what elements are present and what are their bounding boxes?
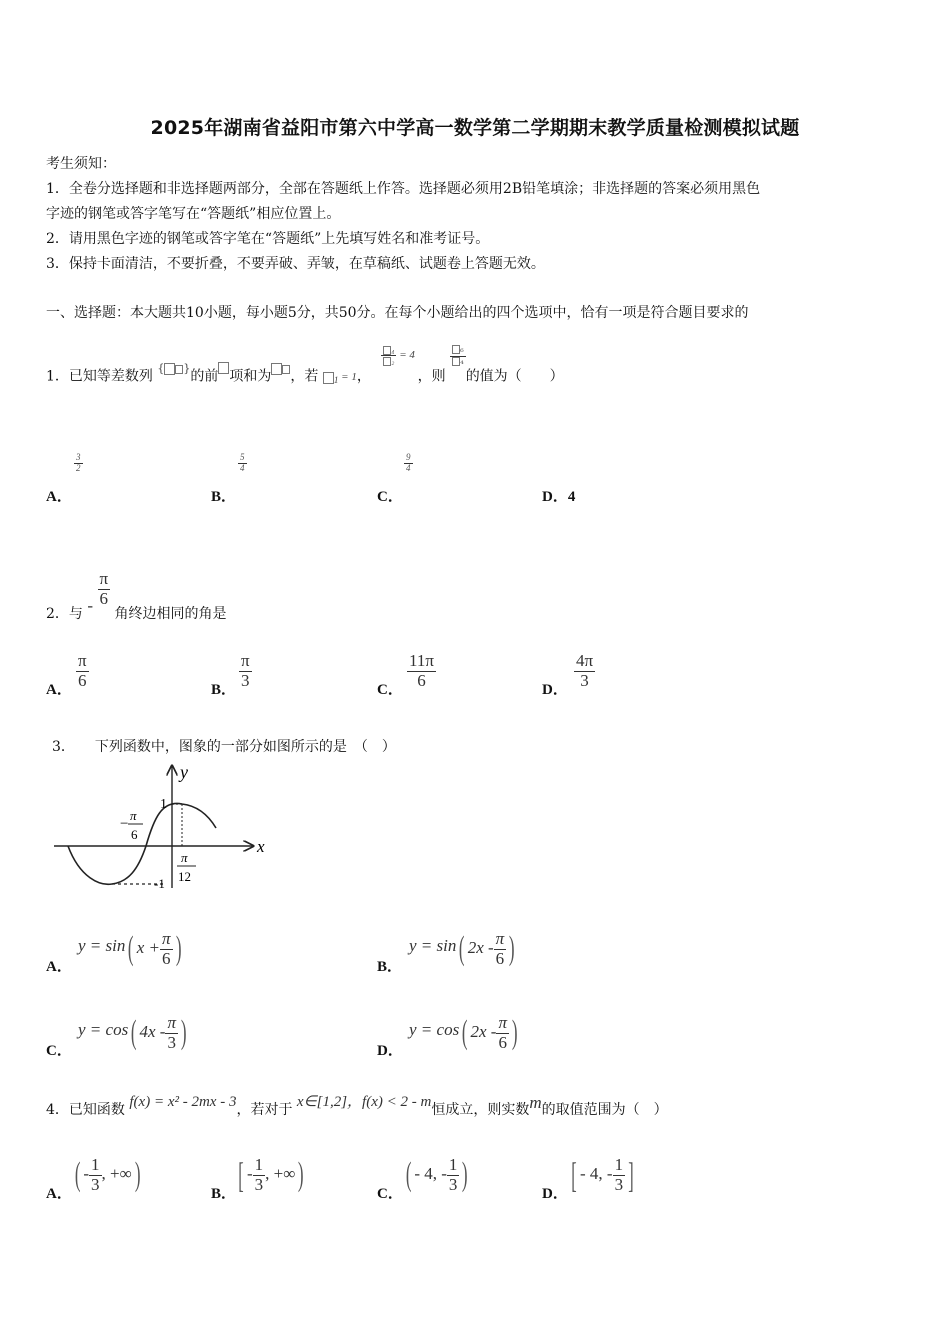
q4-number: 4． bbox=[46, 1102, 69, 1118]
left-six-label: 6 bbox=[131, 827, 138, 842]
option-label: D． bbox=[377, 1043, 403, 1059]
option-label: D． bbox=[542, 682, 568, 698]
q3-option-c[interactable] bbox=[46, 1013, 187, 1059]
page-title: 2025年湖南省益阳市第六中学高一数学第二学期期末教学质量检测模拟试题 bbox=[150, 117, 800, 139]
q4-option-c-interval: ( - 4, - $\frac{1}{3}$ ) bbox=[405, 1155, 468, 1194]
option-label: D． bbox=[542, 1186, 568, 1202]
q1-text-1: 已知等差数列 bbox=[68, 368, 153, 385]
q4-function: f(x) = x² - 2mx - 3 bbox=[129, 1094, 237, 1110]
q4-text-2: ，若对于 bbox=[236, 1102, 293, 1118]
question-2 bbox=[46, 569, 227, 623]
q1-option-c-value: $\frac{9}{4}$ bbox=[406, 452, 411, 473]
q1-option-b[interactable] bbox=[211, 452, 245, 505]
left-pi-label: π bbox=[130, 808, 137, 823]
q3-option-b-formula: y = sin( 2x - $\frac{\pi}{6}$ ) bbox=[409, 929, 515, 968]
option-label: C． bbox=[377, 682, 403, 698]
q1-option-a-value: $\frac{3}{2}$ bbox=[76, 452, 81, 473]
q1-text-6: ，则 bbox=[417, 368, 446, 385]
q4-text-3: 恒成立，则实数 bbox=[431, 1102, 530, 1118]
q1-s-symbol bbox=[271, 362, 290, 375]
q4-option-b[interactable] bbox=[211, 1155, 304, 1202]
q2-angle-fraction: $\frac{\pi}{6}$ bbox=[99, 569, 109, 608]
q3-option-c-formula: y = cos( 4x - $\frac{\pi}{3}$ ) bbox=[78, 1013, 187, 1052]
q1-text-5: ， bbox=[356, 368, 371, 385]
q2-option-d-value: $\frac{4\pi}{3}$ bbox=[576, 651, 594, 690]
sine-curve bbox=[68, 803, 216, 884]
q2-minus: - bbox=[87, 596, 94, 616]
q4-option-d[interactable] bbox=[542, 1155, 634, 1202]
q3-option-a-formula: y = sin( x + $\frac{\pi}{6}$ ) bbox=[78, 929, 181, 968]
q4-option-d-interval: [ - 4, - $\frac{1}{3}$ ] bbox=[571, 1155, 634, 1196]
option-label: C． bbox=[46, 1043, 72, 1059]
q4-text-1: 已知函数 bbox=[68, 1102, 125, 1118]
notice-item-1a: 1．全卷分选择题和非选择题两部分，全部在答题纸上作答。选择题必须用2B铅笔填涂；非选择题的答案必须用黑色 bbox=[46, 181, 761, 197]
q2-option-d[interactable] bbox=[542, 651, 594, 698]
q2-number: 2．与 bbox=[46, 606, 83, 623]
q2-option-c-value: $\frac{11\pi}{6}$ bbox=[409, 651, 434, 690]
q2-text: 角终边相同的角是 bbox=[114, 606, 227, 623]
q3-option-a[interactable] bbox=[46, 929, 181, 975]
option-label: C． bbox=[377, 489, 403, 505]
q3-option-d-formula: y = cos( 2x - $\frac{\pi}{6}$ ) bbox=[409, 1013, 518, 1052]
option-label: B． bbox=[211, 489, 237, 505]
option-label: C． bbox=[377, 1186, 403, 1202]
q4-option-c[interactable] bbox=[377, 1155, 468, 1202]
q1-text-4: ，若 bbox=[290, 368, 319, 385]
option-label: D． bbox=[542, 489, 568, 505]
notice-item-1b: 字迹的钢笔或答字笔写在“答题纸”相应位置上。 bbox=[46, 206, 341, 222]
q3-option-d[interactable] bbox=[377, 1013, 518, 1059]
y-neg-one-label: -1 bbox=[154, 876, 165, 891]
q1-number: 1． bbox=[46, 368, 69, 385]
q1-target-fraction: $\frac{\text{₆}}{\text{₄}}$ bbox=[450, 345, 466, 368]
right-twelve-label: 12 bbox=[178, 869, 191, 884]
option-label: B． bbox=[211, 1186, 237, 1202]
left-minus-sign: − bbox=[120, 816, 129, 832]
q1-option-b-value: $\frac{5}{4}$ bbox=[240, 452, 245, 473]
q1-condition-2: ₄ ₂ = 4 bbox=[381, 349, 417, 361]
q1-option-d[interactable] bbox=[542, 485, 575, 506]
q2-option-a-value: $\frac{\pi}{6}$ bbox=[78, 651, 87, 690]
question-4 bbox=[46, 1093, 668, 1119]
q1-option-a[interactable] bbox=[46, 452, 81, 505]
q4-option-a-interval: ( - $\frac{1}{3}$ , +∞) bbox=[74, 1155, 141, 1194]
notice-item-3: 3．保持卡面清洁，不要折叠，不要弄破、弄皱，在草稿纸、试题卷上答题无效。 bbox=[46, 256, 545, 272]
q1-text-2: 的前 bbox=[190, 368, 219, 385]
q4-option-a[interactable] bbox=[46, 1155, 141, 1202]
q2-option-a[interactable] bbox=[46, 651, 87, 698]
option-label: B． bbox=[211, 682, 237, 698]
option-label: A． bbox=[46, 489, 72, 505]
question-3 bbox=[52, 736, 396, 756]
q1-option-c[interactable] bbox=[377, 452, 411, 505]
q1-sequence-symbol: { } bbox=[157, 362, 191, 376]
q2-option-b[interactable] bbox=[211, 651, 250, 698]
q1-condition-1: $_1$ = 1 bbox=[323, 371, 357, 383]
notice-item-2: 2．请用黑色字迹的钢笔或答字笔在“答题纸”上先填写姓名和准考证号。 bbox=[46, 231, 490, 247]
option-label: B． bbox=[377, 959, 403, 975]
q1-option-d-value: 4 bbox=[567, 489, 576, 505]
option-label: A． bbox=[46, 959, 72, 975]
q3-number: 3． bbox=[52, 739, 75, 755]
q2-option-c[interactable] bbox=[377, 651, 434, 698]
y-axis-label: y bbox=[180, 762, 188, 782]
q3-text: 下列函数中，图象的一部分如图所示的是 （ ） bbox=[94, 739, 396, 755]
q4-text-4: 的取值范围为（ ） bbox=[541, 1102, 668, 1118]
x-axis-label: x bbox=[257, 837, 265, 856]
q2-option-b-value: $\frac{\pi}{3}$ bbox=[241, 651, 250, 690]
option-label: A． bbox=[46, 682, 72, 698]
option-label: A． bbox=[46, 1186, 72, 1202]
q4-option-b-interval: [ - $\frac{1}{3}$ , +∞) bbox=[238, 1155, 304, 1196]
section-header: 一、选择题：本大题共10小题，每小题5分，共50分。在每个小题给出的四个选项中，恰有一项是符合题目要求的 bbox=[46, 305, 749, 321]
q3-option-b[interactable] bbox=[377, 929, 515, 975]
q3-graph bbox=[50, 760, 280, 895]
right-pi-label: π bbox=[181, 850, 188, 865]
q4-condition: x∈[1,2]，f(x) < 2 - m bbox=[296, 1094, 432, 1110]
y-one-label: 1 bbox=[160, 797, 167, 812]
q1-text-3: 项和为 bbox=[229, 368, 272, 385]
q1-text-7: 的值为（ ） bbox=[465, 368, 564, 385]
notice-heading: 考生须知： bbox=[46, 156, 116, 172]
q1-n-symbol bbox=[218, 362, 229, 374]
q4-variable: m bbox=[529, 1093, 542, 1112]
